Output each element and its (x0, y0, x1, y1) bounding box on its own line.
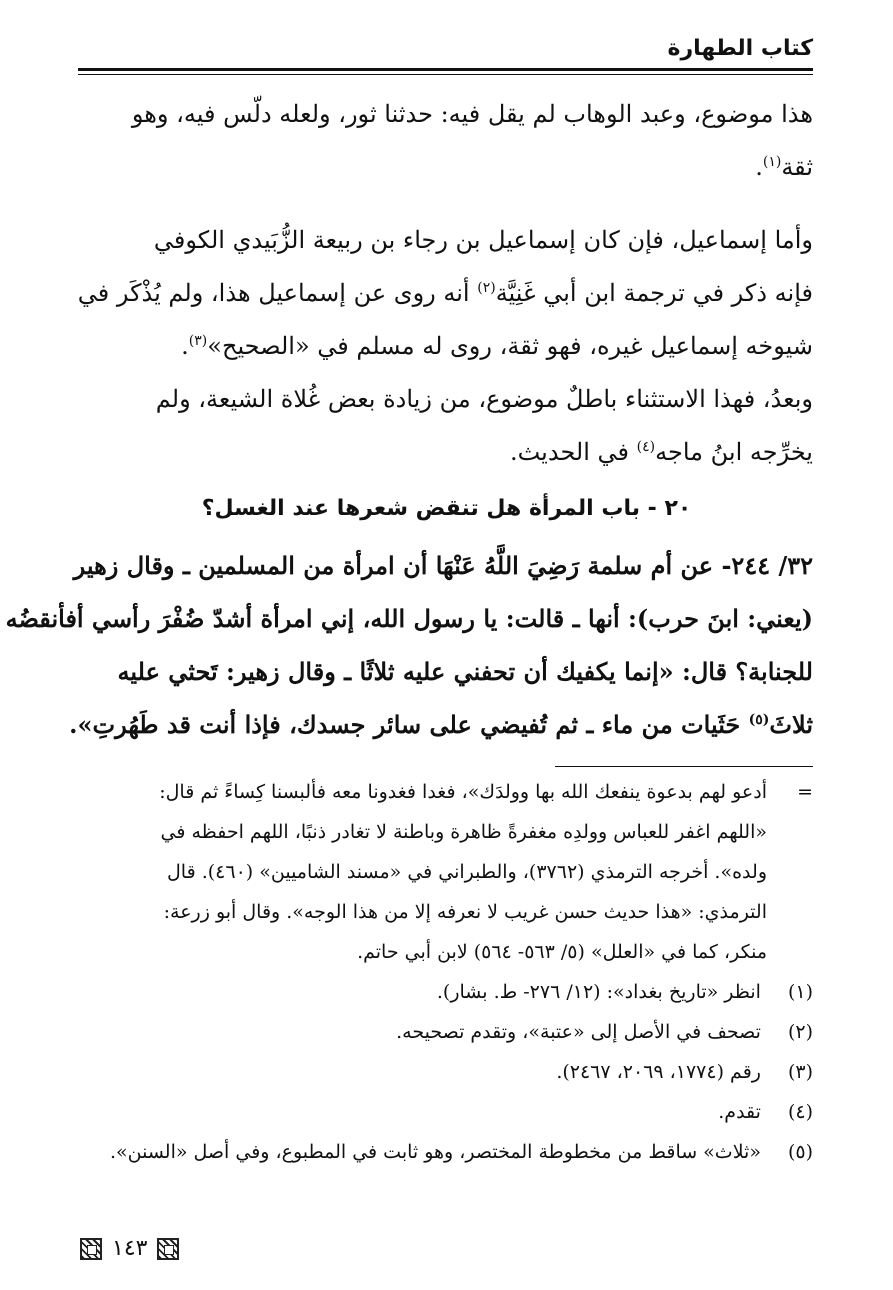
paragraph-2-line-1: وأما إسماعيل، فإن كان إسماعيل بن رجاء بن ربيعة الزُّبَيدي الكوفي (153, 226, 813, 254)
footnote-4: (٤) تقدم. (718, 1101, 813, 1123)
hadith-text (5, 539, 813, 751)
paragraph-2-line-2: فإنه ذكر في ترجمة ابن أبي غَنِيَّة$^{(٢)}$ أنه روى عن إسماعيل هذا، ولم يُذْكَر في (77, 279, 813, 307)
ornament-icon (157, 1238, 179, 1260)
footnote-continuation-line: منكر، كما في «العلل» (٥/ ٥٦٣- ٥٦٤) لابن أبي حاتم. (357, 941, 767, 963)
chapter-heading: ٢٠ - باب المرأة هل تنقض شعرها عند الغسل؟ (201, 496, 692, 521)
footnote-separator (555, 766, 813, 767)
main-text (5, 88, 813, 751)
paragraph-1-line-1: هذا موضوع، وعبد الوهاب لم يقل فيه: حدثنا ثور، ولعله دلّس فيه، وهو (131, 100, 813, 128)
footnote-3: (٣) رقم (١٧٧٤، ٢٠٦٩، ٢٤٦٧). (556, 1061, 813, 1083)
footnote-ref-1: (١) (762, 154, 782, 170)
paragraph-1-line-2: ثقة$^{(١)}$. (755, 153, 813, 181)
paragraph-3-line-2: يخرِّجه ابنُ ماجه$^{(٤)}$ في الحديث. (509, 438, 813, 466)
hadith-line-2: (يعني: ابنَ حرب): أنها ـ قالت: يا رسول الله، إني امرأة أشدّ ضُفْرَ رأسي أفأنقضُه (5, 604, 813, 633)
footnote-5: (٥) «ثلاث» ساقط من مخطوطة المختصر، وهو ثابت في المطبوع، وفي أصل «السنن». (109, 1141, 813, 1163)
paragraph-2-line-3: شيوخه إسماعيل غيره، فهو ثقة، روى له مسلم في «الصحيح»$^{(٣)}$. (181, 332, 813, 360)
footnote-ref-5: (٥) (748, 712, 770, 728)
continuation-marker: = (797, 781, 813, 803)
footnote-continuation-line: =أدعو لهم بدعوة ينفعك الله بها وولدَك»، فغدا فغدونا معه فألبسنا كِساءً ثم قال: (80, 772, 813, 812)
footnote-ref-2: (٢) (477, 280, 496, 296)
hadith-line-3: للجنابة؟ قال: «إنما يكفيك أن تحفني عليه ثلاثًا ـ وقال زهير: تَحثي عليه (117, 657, 813, 686)
header-rule-thin (78, 74, 813, 75)
footnote-1: (١) انظر «تاريخ بغداد»: (١٢/ ٢٧٦- ط. بشار). (436, 981, 813, 1003)
footnote-ref-3: (٣) (188, 333, 208, 349)
paragraph-3-line-1: وبعدُ، فهذا الاستثناء باطلٌ موضوع، من زيادة بعض غُلاة الشيعة، ولم (155, 385, 813, 413)
page-number: ١٤٣ (112, 1236, 148, 1261)
running-header-title: كتاب الطهارة (667, 36, 813, 61)
hadith-line-4: ثلاثَ$^{(٥)}$ حَثَيات من ماء ـ ثم تُفيضي على سائر جسدك، فإذا أنت قد طَهُرتِ». (69, 710, 813, 739)
footnote-2: (٢) تصحف في الأصل إلى «عتبة»، وتقدم تصحيحه. (396, 1021, 813, 1043)
page-footer (80, 1236, 179, 1261)
footnote-ref-4: (٤) (636, 439, 656, 455)
header-rule-thick (78, 68, 813, 71)
hadith-line-1: ٣٢/ ٢٤٤- عن أم سلمة رَضِيَ اللَّهُ عَنْهَا أن امرأة من المسلمين ـ وقال زهير (73, 551, 813, 580)
footnotes (80, 772, 813, 1172)
ornament-icon (80, 1238, 102, 1260)
footnote-continuation-line: ولده». أخرجه الترمذي (٣٧٦٢)، والطبراني في «مسند الشاميين» (٤٦٠). قال (167, 861, 767, 883)
footnote-continuation-line: «اللهم اغفر للعباس وولدِه مغفرةً ظاهرة وباطنة لا تغادر ذنبًا، اللهم احفظه في (160, 821, 767, 843)
footnote-continuation-line: الترمذي: «هذا حديث حسن غريب لا نعرفه إلا من هذا الوجه». وقال أبو زرعة: (163, 901, 767, 923)
